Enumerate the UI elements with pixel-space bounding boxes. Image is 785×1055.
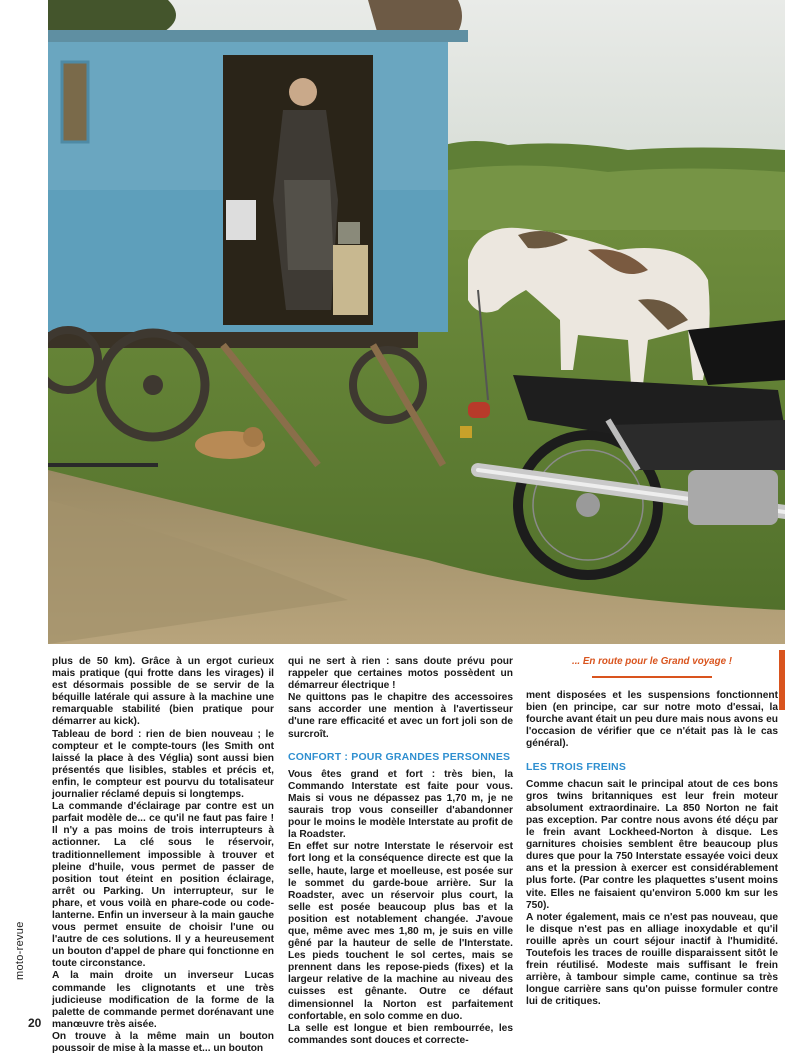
- paragraph: On trouve à la même main un bouton poussoir de mise à la masse et... un bouton: [52, 1030, 274, 1054]
- magazine-side-label: moto-revue: [14, 921, 26, 980]
- paragraph: A la main droite un inverseur Lucas commande les clignotants et une très judicieuse modification de la forme de la palette de commande permet dorénavant une manœuvre très aisée.: [52, 970, 274, 1030]
- section-heading-confort: CONFORT : POUR GRANDES PERSONNES: [288, 750, 511, 763]
- paragraph: La commande d'éclairage par contre est un parfait modèle de... ce qu'il ne faut pas faire ! Il n'y a pas moins de trois interrupteurs à actionner. La clé sous le réservoir, traditionnellement impossible à trouver et pleine d'huile, vous permet de passer de position tout éteint en position éclairage, arrêt ou Parking. Un interrupteur, sur le phare, et vous voilà en phare-code ou code-lanterne. Enfin un inverseur à la main gauche vous permet ensuite de choisir l'une ou l'autre de ces solutions. Il y a heureusement un bouton d'appel de phare qui fonctionne en toute circonstance.: [52, 801, 274, 970]
- paragraph: ment disposées et les suspensions fonctionnent bien (en principe, car sur notre moto d'essai, la fourche avant était un peu dure mais nous avons eu l'occasion de vérifier que ce n'était pas là le cas général).: [526, 690, 778, 750]
- paragraph: La selle est longue et bien rembourrée, les commandes sont douces et correcte-: [288, 1022, 513, 1046]
- paragraph: A noter également, mais ce n'est pas nouveau, que le disque n'est pas en alliage inoxydable et qu'il rouille après un court séjour inactif à l'humidité. Toutefois les traces de rouille disparaissent sitôt le frein réutilisé. Modeste mais suffisant le frein arrière, à tambour simple came, continue sa très longue carrière sans qu'on puisse formuler contre lui de critiques.: [526, 911, 778, 1008]
- paragraph: plus de 50 km). Grâce à un ergot curieux mais pratique (qui frotte dans les virages) il est désormais possible de se servir de la béquille latérale qui assure à la machine une remarquable stabilité (bien pratique pour démarrer au kick).: [52, 656, 274, 728]
- page-number: 20: [28, 1016, 42, 1030]
- article-photo: [48, 0, 785, 644]
- paragraph: Vous êtes grand et fort : très bien, la Commando Interstate est faite pour vous. Mais si vous ne dépassez pas 1,70 m, je ne saurais trop vous conseiller d'abandonner pour le moins le modèle Interstate au profit de la Roadster.: [288, 768, 513, 841]
- paragraph: qui ne sert à rien : sans doute prévu pour rappeler que certaines motos possèdent un démarreur électrique !: [288, 656, 513, 692]
- paragraph: Tableau de bord : rien de bien nouveau ; le compteur et le compte-tours (les Smith ont laissé la pl̶ace à des Véglia) sont aussi bien présentés que lisibles, stables et précis et, enfin, le compteur est pourvu du totalisateur journalier réclamé depuis si longtemps.: [52, 728, 274, 801]
- page-edge-strip: [779, 650, 785, 710]
- paragraph: En effet sur notre Interstate le réservoir est fort long et la conséquence directe est que la selle, haute, large et moelleuse, est posée sur le sommet du garde-boue arrière. Sur la Roadster, avec un réservoir plus court, la selle est posée beaucoup plus bas et la position est notablement changée. J'avoue que, même avec mes 1,80 m, je suis en ville gêné par la hauteur de selle de l'Interstate. Les pieds touchent le sol certes, mais se prennent dans les repose-pieds (fixes) et la largeur relative de la machine au niveau des cuisses est gênante. Outre ce défaut dimensionnel la Norton est parfaitement confortable, en solo comme en duo.: [288, 841, 513, 1022]
- caption-rule: [592, 676, 712, 678]
- photo-caption: ... En route pour le Grand voyage !: [571, 656, 733, 667]
- text-column-3: [526, 656, 778, 1008]
- text-column-1: [52, 656, 274, 1055]
- paragraph: Comme chacun sait le principal atout de ces bons gros twins britanniques est leur frein moteur absolument extraordinaire. La 850 Norton ne fait pas exception. Par contre nous avons été déçu par le frein avant Lockheed-Norton à disque. Les garnitures choisies semblent être beaucoup plus dures que pour la 750 Interstate essayée voici deux ans et la pression à exercer est considérablement plus forte. (Par contre les plaquettes s'usent moins vite. Elles ne faisaient qu'environ 5.000 km sur les 750).: [526, 778, 778, 911]
- paragraph: Ne quittons pas le chapitre des accessoires sans accorder une mention à l'avertisseur d'une rare efficacité et avec un fort joli son de surcroît.: [288, 692, 513, 740]
- section-heading-freins: LES TROIS FREINS: [526, 760, 627, 773]
- text-column-2: [288, 656, 513, 1047]
